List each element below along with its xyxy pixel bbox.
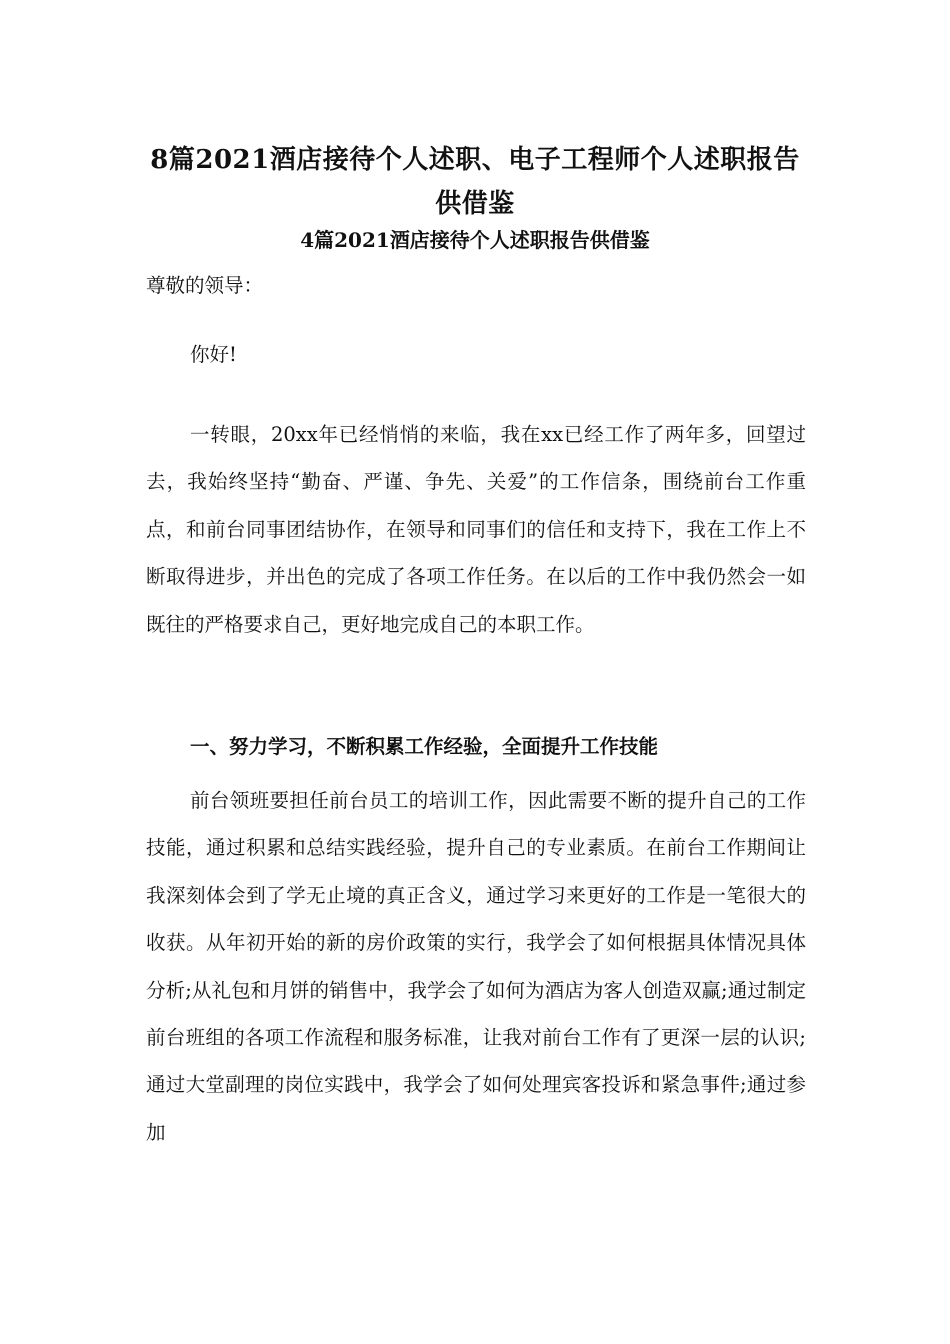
document-title: 8篇2021酒店接待个人述职、电子工程师个人述职报告供借鉴 bbox=[150, 145, 800, 219]
salutation: 尊敬的领导： bbox=[146, 274, 264, 297]
greeting: 你好! bbox=[190, 343, 237, 366]
paragraph-section-1: 前台领班要担任前台员工的培训工作，因此需要不断的提升自己的工作技能，通过积累和总结实践经验，提升自己的专业素质。在前台工作期间让我深刻体会到了学无止境的真正含义，通过学习来更好的工作是一笔很大的收获。从年初开始的新的房价政策的实行，我学会了如何根据具体情况具体分析;从礼包和月饼的销售中，我学会了如何为酒店为客人创造双赢;通过制定前台班组的各项工作流程和服务标准，让我对前台工作有了更深一层的认识;通过大堂副理的岗位实践中，我学会了如何处理宾客投诉和紧急事件;通过参加 bbox=[146, 789, 806, 1144]
section-heading: 一、努力学习，不断积累工作经验，全面提升工作技能 bbox=[190, 735, 659, 758]
paragraph-intro: 一转眼，20xx年已经悄悄的来临，我在xx已经工作了两年多，回望过去，我始终坚持“勤奋、严谨、争先、关爱”的工作信条，围绕前台工作重点，和前台同事团结协作，在领导和同事们的信任和支持下，我在工作上不断取得进步，并出色的完成了各项工作任务。在以后的工作中我仍然会一如既往的严格要求自己，更好地完成自己的本职工作。 bbox=[146, 423, 806, 636]
document-subtitle: 4篇2021酒店接待个人述职报告供借鉴 bbox=[300, 228, 650, 252]
